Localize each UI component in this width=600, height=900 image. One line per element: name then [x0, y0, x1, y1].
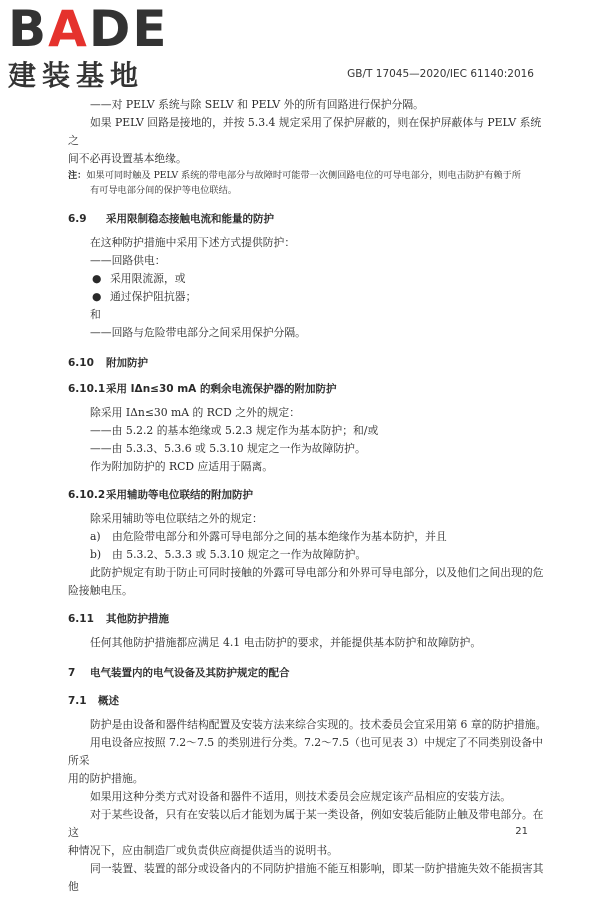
note-line-2: 有可导电部分间的保护等电位联结。 — [90, 185, 237, 196]
s6102-item-a — [68, 528, 548, 546]
section-6-10-2-heading — [68, 486, 548, 504]
section-title: 其他防护措施 — [106, 613, 169, 625]
section-6-11-heading — [68, 610, 548, 628]
item-marker: a) — [90, 530, 101, 543]
s71-p1: 防护是由设备和器件结构配置及安装方法来综合实现的。技术委员会宜采用第 6 章的防护措施。 — [90, 718, 547, 731]
section-number: 6.10.1 — [68, 383, 106, 395]
logo-wordmark — [8, 0, 169, 58]
s71-p6: 种情况下，应由制造厂或负责供应商提供适当的说明书。 — [68, 844, 338, 857]
s6101-p4: 作为附加防护的 RCD 应适用于隔离。 — [90, 460, 274, 473]
s71-p3: 用的防护措施。 — [68, 772, 144, 785]
page-content — [68, 96, 548, 896]
section-7-1-heading — [68, 692, 548, 710]
s71-p5: 对于某些设备，只有在安装以后才能划为属于某一类设备，例如安装后能防止触及带电部分。在这 — [68, 808, 544, 839]
s6101-p3: ——由 5.3.3、5.3.6 或 5.3.10 规定之一作为故障防护。 — [90, 442, 366, 455]
note-line-1: 如果可同时触及 PELV 系统的带电部分与故障时可能带一次侧回路电位的可导电部分，则电击防护有赖于所 — [86, 170, 521, 181]
section-title: 采用 IΔn≤30 mA 的剩余电流保护器的附加防护 — [106, 383, 337, 395]
logo-letter-b: B — [8, 0, 49, 58]
section-number: 6.11 — [68, 613, 94, 625]
section-number: 6.10.2 — [68, 489, 106, 501]
section-title: 采用辅助等电位联结的附加防护 — [106, 489, 253, 501]
s71-p7: 同一装置、装置的部分或设备内的不同防护措施不能互相影响，即某一防护措施失效不能损害其他 — [68, 862, 544, 893]
s69-bullet-1 — [68, 270, 548, 288]
intro-line-1: ——对 PELV 系统与除 SELV 和 PELV 外的所有回路进行保护分隔。 — [90, 98, 424, 111]
bullet-icon: ● — [92, 290, 102, 303]
standard-code: GB/T 17045—2020/IEC 61140:2016 — [347, 68, 534, 80]
s71-p2: 用电设备应按照 7.2～7.5 的类别进行分类。7.2～7.5（也可见表 3）中规定了不同类别设备中所采 — [68, 736, 543, 767]
section-number: 7.1 — [68, 695, 87, 707]
s69-and: 和 — [90, 308, 101, 321]
bullet-text: 采用限流源，或 — [110, 272, 186, 285]
s69-p3: ——回路与危险带电部分之间采用保护分隔。 — [90, 326, 306, 339]
section-7-heading — [68, 664, 548, 682]
s71-p4: 如果用这种分类方式对设备和器件不适用，则技术委员会应规定该产品相应的安装方法。 — [90, 790, 512, 803]
s6101-p2: ——由 5.2.2 的基本绝缘或 5.2.3 规定作为基本防护；和/或 — [90, 424, 379, 437]
section-6-9-heading — [68, 210, 548, 228]
s6101-p1: 除采用 IΔn≤30 mA 的 RCD 之外的规定： — [90, 406, 301, 419]
section-6-10-1-heading — [68, 380, 548, 398]
logo-letters-de: DE — [88, 0, 169, 58]
s6102-item-b — [68, 546, 548, 564]
s611-p1: 任何其他防护措施都应满足 4.1 电击防护的要求，并能提供基本防护和故障防护。 — [90, 636, 482, 649]
section-title: 电气装置内的电气设备及其防护规定的配合 — [90, 667, 290, 679]
logo-chinese-text: 建装基地 — [8, 59, 145, 92]
bade-logo — [8, 0, 208, 94]
item-marker: b) — [90, 548, 102, 561]
s6102-p3: 险接触电压。 — [68, 584, 133, 597]
s6102-p1: 除采用辅助等电位联结之外的规定： — [90, 512, 263, 525]
note — [68, 168, 548, 183]
section-title: 概述 — [98, 695, 119, 707]
item-text: 由危险带电部分和外露可导电部分之间的基本绝缘作为基本防护，并且 — [112, 530, 447, 543]
logo-letter-a: A — [48, 0, 89, 58]
intro-line-3: 间不必再设置基本绝缘。 — [68, 152, 187, 165]
bullet-icon: ● — [92, 272, 102, 285]
section-title: 采用限制稳态接触电流和能量的防护 — [106, 213, 274, 225]
section-6-10-heading — [68, 354, 548, 372]
item-text: 由 5.3.2、5.3.3 或 5.3.10 规定之一作为故障防护。 — [112, 548, 367, 561]
bullet-text: 通过保护阻抗器； — [110, 290, 197, 303]
section-title: 附加防护 — [106, 357, 148, 369]
page-number: 21 — [515, 826, 528, 837]
s69-p2: ——回路供电： — [90, 254, 166, 267]
section-number: 7 — [68, 667, 76, 679]
section-number: 6.9 — [68, 213, 87, 225]
intro-line-2: 如果 PELV 回路是接地的，并按 5.3.4 规定采用了保护屏蔽的，则在保护屏蔽体与 PELV 系统之 — [68, 116, 542, 147]
note-label: 注： — [68, 170, 87, 181]
s69-p1: 在这种防护措施中采用下述方式提供防护： — [90, 236, 296, 249]
section-number: 6.10 — [68, 357, 94, 369]
s6102-p2: 此防护规定有助于防止可同时接触的外露可导电部分和外界可导电部分，以及他们之间出现的危 — [90, 566, 544, 579]
s69-bullet-2 — [68, 288, 548, 306]
